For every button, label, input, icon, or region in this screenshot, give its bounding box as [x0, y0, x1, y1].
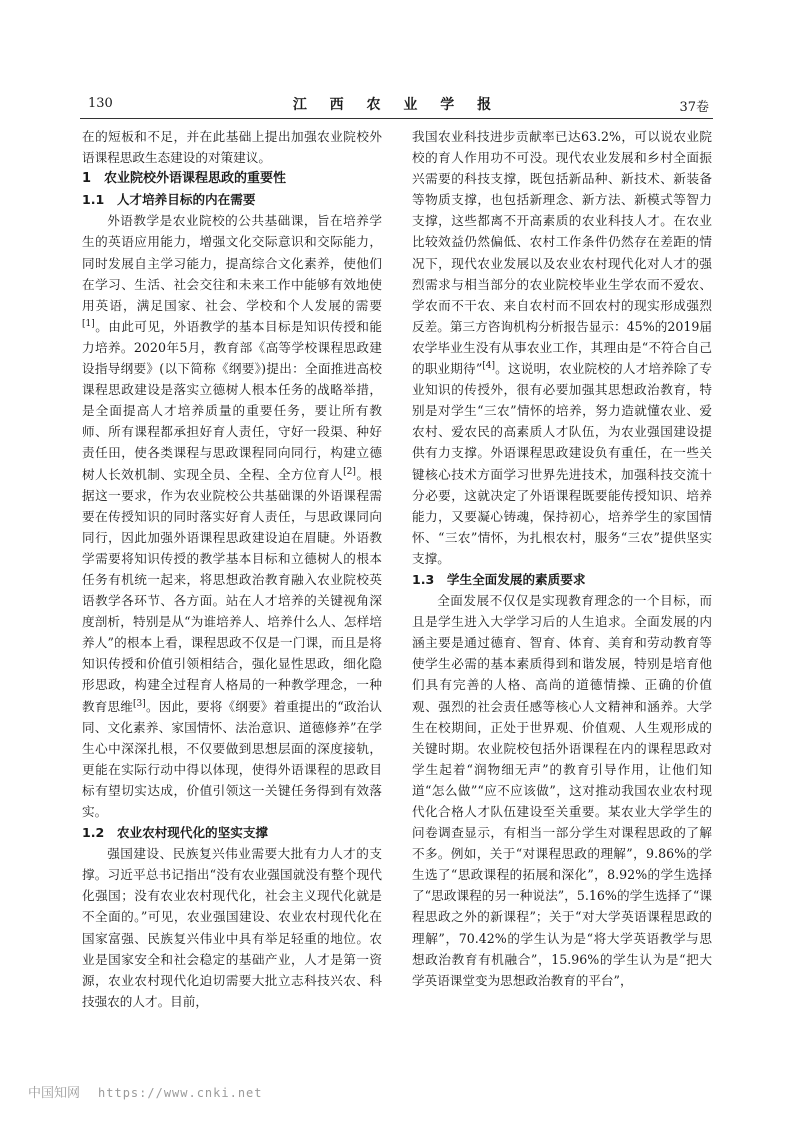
left-column [82, 126, 382, 1012]
citation-ref: [2] [343, 466, 356, 477]
subsection-heading: 1.2 农业农村现代化的坚实支撑 [82, 825, 269, 841]
subsection-heading: 1.1 人才培养目标的内在需要 [82, 192, 256, 208]
text-run: 外语教学是农业院校的公共基础课，旨在培养学生的英语应用能力，增强文化交际意识和交际能力，同时发展自主学习能力，提高综合文化素养，使他们在学习、生活、社会交往和未来工作中能够有效地使用英语，满足国家、社会、学校和个人发展的需要 [82, 213, 382, 313]
journal-title: 江 西 农 业 学 报 [292, 97, 501, 113]
text-run: 我国农业科技进步贡献率已达63.2%，可以说农业院校的育人作用功不可没。现代农业发展和乡村全面振兴需要的科技支撑，既包括新品种、新技术、新装备等物质支撑，也包括新理念、新方法、新模式等智力支撑，这些都离不开高素质的农业科技人才。在农业比较效益仍然偏低、农村工作条件仍然存在差距的情况下，现代农业发展以及农业农村现代化对人才的强烈需求与相当部分的农业院校毕业生学农而不爱农、学农而不干农、来自农村而不回农村的现实形成强烈反差。第三方咨询机构分析报告显示：45%的2019届农学毕业生没有从事农业工作，其理由是“不符合自己的职业期待” [412, 129, 712, 377]
body-paragraph [412, 590, 712, 991]
text-run: 。根据这一要求，作为农业院校公共基础课的外语课程需要在传授知识的同时落实好育人责任，与思政课同向同行，因此加强外语课程思政建设迫在眉睫。外语教学需要将知识传授的教学基本目标和立德树人的根本任务有机统一起来，将思想政治教育融入农业院校英语教学各环节、各方面。站在人才培养的关键视角深度剖析，特别是从“为谁培养人、培养什么人、怎样培养人”的根本上看，课程思政不仅是一门课，而且是将知识传授和价值引领相结合，强化显性思政，细化隐形思政，构建全过程育人格局的一种教学理念，一种教育思维 [82, 466, 383, 714]
subsection-heading: 1.3 学生全面发展的素质要求 [412, 571, 586, 587]
footer-brand: 中国知网 [28, 1086, 81, 1101]
body-paragraph [82, 843, 382, 1012]
text-run: 强国建设、民族复兴伟业需要大批有力人才的支撑。习近平总书记指出“没有农业强国就没有整个现代化强国；没有农业农村现代化，社会主义现代化就是不全面的。”可见，农业强国建设、农业农村现代化在国家富强、民族复兴伟业中具有举足轻重的地位。农业是国家安全和社会稳定的基础产业，人才是第一资源，农业农村现代化迫切需要大批立志科技兴农、科技强农的人才。目前， [82, 846, 382, 1009]
text-run: 。由此可见，外语教学的基本目标是知识传授和能力培养。2020年5月，教育部《高等学校课程思政建设指导纲要》(以下简称《纲要》)提出：全面推进高校课程思政建设是落实立德树人根本任务的战略举措，是全面提高人才培养质量的重要任务，要让所有教师、所有课程都承担好育人责任，守好一段渠、种好责任田，使各类课程与思政课程同向同行，构建立德树人长效机制、实现全员、全程、全方位育人 [82, 318, 382, 482]
body-paragraph [412, 126, 712, 569]
body-paragraph [82, 210, 382, 822]
citation-ref: [1] [82, 318, 95, 329]
citation-ref: [4] [482, 360, 496, 371]
body-paragraph: 在的短板和不足，并在此基础上提出加强农业院校外语课程思政生态建设的对策建议。 [82, 129, 382, 166]
text-run: 。这说明，农业院校的人才培养除了专业知识的传授外，很有必要加强其思想政治教育，特别是对学生“三农”情怀的培养，努力造就懂农业、爱农村、爱农民的高素质人才队伍，为农业强国建设提供有力支撑。外语课程思政建设负有重任，在一些关键核心技术方面学习世界先进技术，加强科技交流十分必要，这就决定了外语课程既要能传授知识、培养能力，又要凝心铸魂，保持初心，培养学生的家国情怀、“三农”情怀，为扎根农村，服务“三农”提供坚实支撑。 [412, 361, 712, 566]
page-header [80, 0, 713, 120]
right-column [412, 126, 712, 991]
volume-label: 37卷 [679, 100, 709, 115]
header-rule [80, 118, 713, 119]
section-heading: 1 农业院校外语课程思政的重要性 [82, 171, 287, 187]
citation-ref: [3] [133, 698, 146, 709]
page-footer [28, 1082, 263, 1101]
page-number: 130 [88, 96, 113, 111]
text-run: 全面发展不仅仅是实现教育理念的一个目标，而且是学生进入大学学习后的人生追求。全面发展的内涵主要是通过德育、智育、体育、美育和劳动教育等使学生必需的基本素质得到和谐发展，特别是培育他们具有完善的人格、高尚的道德情操、正确的价值观、强烈的社会责任感等核心人文精神和涵养。大学生在校期间，正处于世界观、价值观、人生观形成的关键时期。农业院校包括外语课程在内的课程思政对学生起着“润物细无声”的教育引导作用，让他们知道“怎么做”“应不应该做”，这对推动我国农业农村现代化合格人才队伍建设至关重要。某农业大学学生的问卷调查显示，有相当一部分学生对课程思政的了解不多。例如，关于“对课程思政的理解”，9.86%的学生选了“思政课程的拓展和深化”，8.92%的学生选择了“思政课程的另一种说法”，5.16%的学生选择了“课程思政之外的新课程”；关于“对大学英语课程思政的理解”，70.42%的学生认为是“将大学英语教学与思想政治教育有机融合”，15.96%的学生认为是“把大学英语课堂变为思想政治教育的平台”， [412, 593, 712, 988]
text-run: 。因此，要将《纲要》着重提出的“政治认同、文化素养、家国情怀、法治意识、道德修养”在学生心中深深扎根，不仅要做到思想层面的深度接轨，更能在实际行动中得以体现，使得外语课程的思政目标有望切实达成，价值引领这一关键任务得到有效落实。 [82, 698, 382, 819]
footer-url[interactable]: https://www.cnki.net [98, 1086, 263, 1100]
